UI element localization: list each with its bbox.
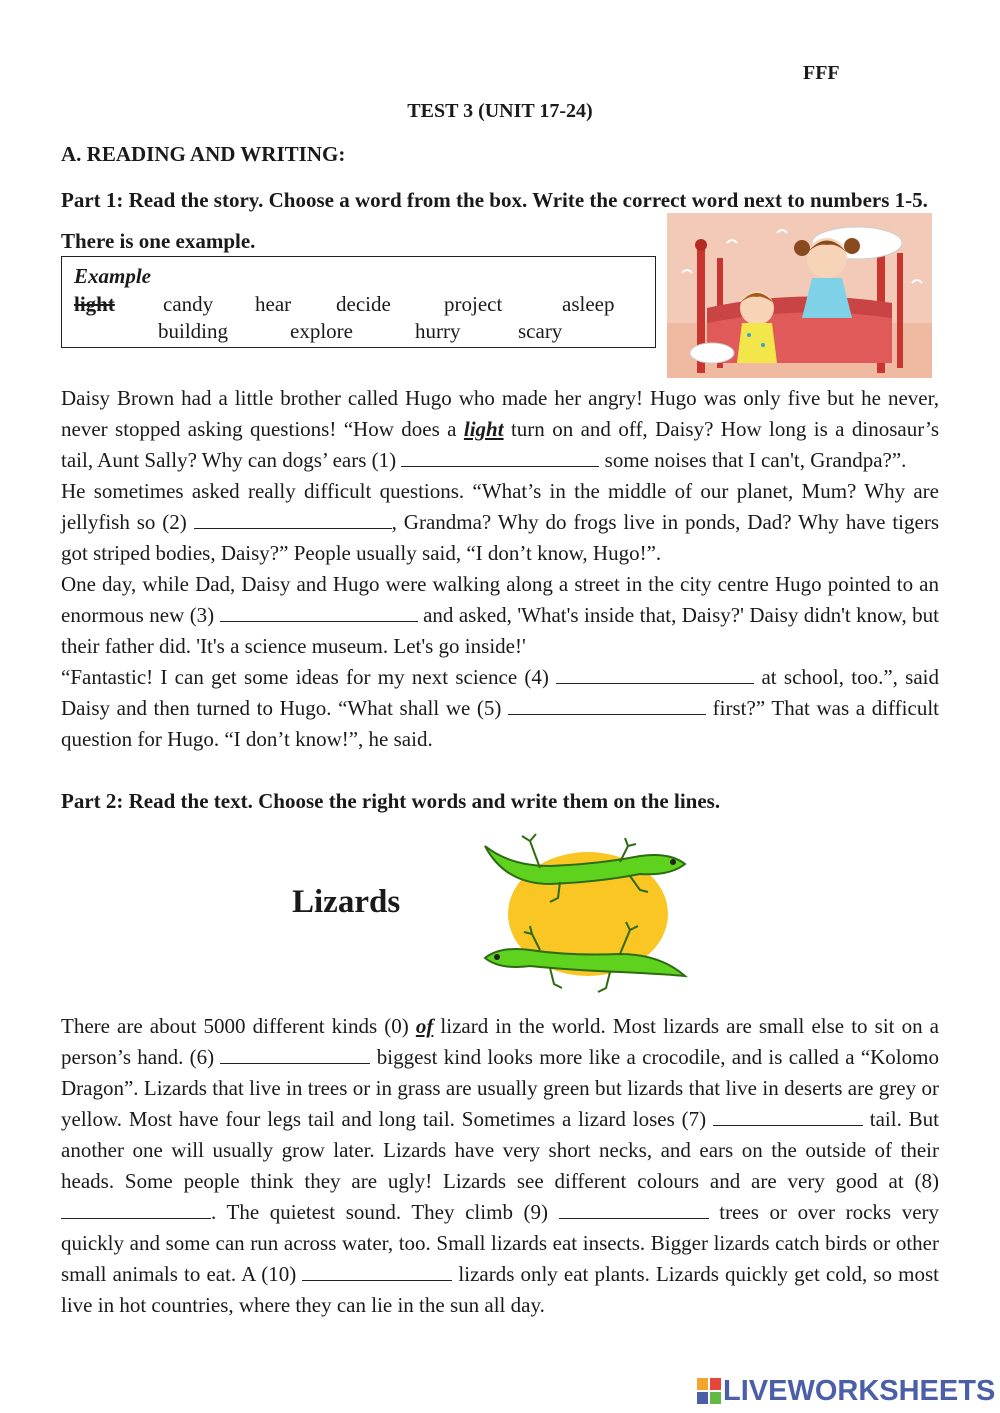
example-answer: light — [463, 417, 504, 441]
lizards-text-segment: lizard in the world. Most lizards are small else to sit on a person’s hand. (6) — [61, 1014, 939, 1069]
story-text-segment: some noises that I can't, Grandpa?”. — [599, 448, 907, 472]
lizards-illustration — [470, 826, 700, 996]
story-text-segment: , Grandma? Why do frogs live in ponds, Dad? Why have tigers got striped bodies, Daisy?” People usually said, “I don’t know, Hugo!”. — [61, 510, 940, 565]
example-answer-0: of — [415, 1014, 434, 1038]
part1-instruction: Part 1: Read the story. Choose a word from the box. Write the correct word next to numbers 1-5. There is one example. — [61, 188, 928, 253]
section-heading: A. READING AND WRITING: — [61, 142, 346, 166]
example-word: light — [74, 292, 115, 316]
answer-blank-2[interactable] — [194, 508, 392, 529]
liveworksheets-logo-icon — [697, 1376, 723, 1406]
story-text-segment: He sometimes asked really difficult questions. “What’s in the middle of our planet, Mum? Why are jellyfish so (2) — [61, 479, 939, 534]
word-box-word: asleep — [562, 292, 615, 316]
answer-blank-6[interactable] — [220, 1043, 370, 1064]
word-box-word: scary — [518, 319, 563, 343]
word-box-word: decide — [336, 292, 391, 316]
word-box-word: explore — [290, 319, 353, 343]
lizards-text-segment: biggest kind looks more like a crocodile, and is called a “Kolomo Dragon”. Lizards that live in trees or in grass are usually green but lizards that live in deserts are grey or yellow. Most have four legs tail and long tail. Sometimes a lizard loses (7) — [61, 1045, 939, 1131]
story-text-segment: first?” That was a difficult question for Hugo. “I don’t know!”, he said. — [61, 696, 939, 751]
lizards-text-segment: tail. But another one will usually grow later. Lizards have very short necks, and ears on the outside of their heads. Some people think they are ugly! Lizards see different colours and are very good at (8) — [61, 1107, 939, 1193]
answer-blank-9[interactable] — [559, 1198, 709, 1219]
lizards-title: Lizards — [292, 884, 401, 920]
story-text-segment: at school, too.”, said Daisy and then turned to Hugo. “What shall we (5) — [61, 665, 940, 720]
answer-blank-4[interactable] — [556, 663, 754, 684]
story-text-segment: and asked, 'What's inside that, Daisy?' Daisy didn't know, but their father did. 'It's a science museum. Let's go inside!' — [61, 603, 939, 658]
answer-blank-5[interactable] — [508, 694, 706, 715]
answer-blank-3[interactable] — [220, 601, 418, 622]
word-box-word: building — [158, 319, 229, 343]
word-box — [61, 256, 656, 348]
lizards-text-segment: lizards only eat plants. Lizards quickly get cold, so most live in hot countries, where they can lie in the sun all day. — [61, 1262, 939, 1317]
word-box-word: hear — [255, 292, 292, 316]
answer-blank-1[interactable] — [401, 446, 599, 467]
test-title: TEST 3 (UNIT 17-24) — [407, 100, 593, 122]
lizards-text — [61, 1011, 939, 1321]
kids-pillow-fight-illustration — [667, 213, 932, 378]
part2-instruction: Part 2: Read the text. Choose the right words and write them on the lines. — [61, 789, 721, 813]
story-text-segment: Daisy Brown had a little brother called Hugo who made her angry! Hugo was only five but he never, never stopped asking questions! “How does a — [61, 386, 939, 441]
story-text-segment: “Fantastic! I can get some ideas for my next science (4) — [61, 665, 557, 689]
liveworksheets-logo-text: LIVEWORKSHEETS — [723, 1374, 996, 1407]
lizards-text-segment: There are about 5000 different kinds (0) — [61, 1014, 416, 1038]
story-text-segment: turn on and off, Daisy? How long is a dinosaur’s tail, Aunt Sally? Why can dogs’ ears (1) — [61, 417, 939, 472]
word-box-label: Example — [74, 264, 151, 288]
liveworksheets-logo[interactable] — [697, 1374, 995, 1408]
lizards-text-segment: trees or over rocks very quickly and some can run across water, too. Small lizards eat insects. Bigger lizards catch birds or other small animals to eat. A (10) — [61, 1200, 940, 1286]
story-text — [61, 383, 939, 755]
answer-blank-8[interactable] — [61, 1198, 211, 1219]
word-box-word: hurry — [415, 319, 461, 343]
worksheet-code: FFF — [803, 62, 840, 84]
story-text-segment: One day, while Dad, Daisy and Hugo were walking along a street in the city centre Hugo pointed to an enormous new (3) — [61, 572, 939, 627]
word-box-word: candy — [163, 292, 214, 316]
lizards-text-segment: . The quietest sound. They climb (9) — [211, 1200, 559, 1224]
answer-blank-10[interactable] — [302, 1260, 452, 1281]
answer-blank-7[interactable] — [713, 1105, 863, 1126]
word-box-word: project — [444, 292, 503, 316]
